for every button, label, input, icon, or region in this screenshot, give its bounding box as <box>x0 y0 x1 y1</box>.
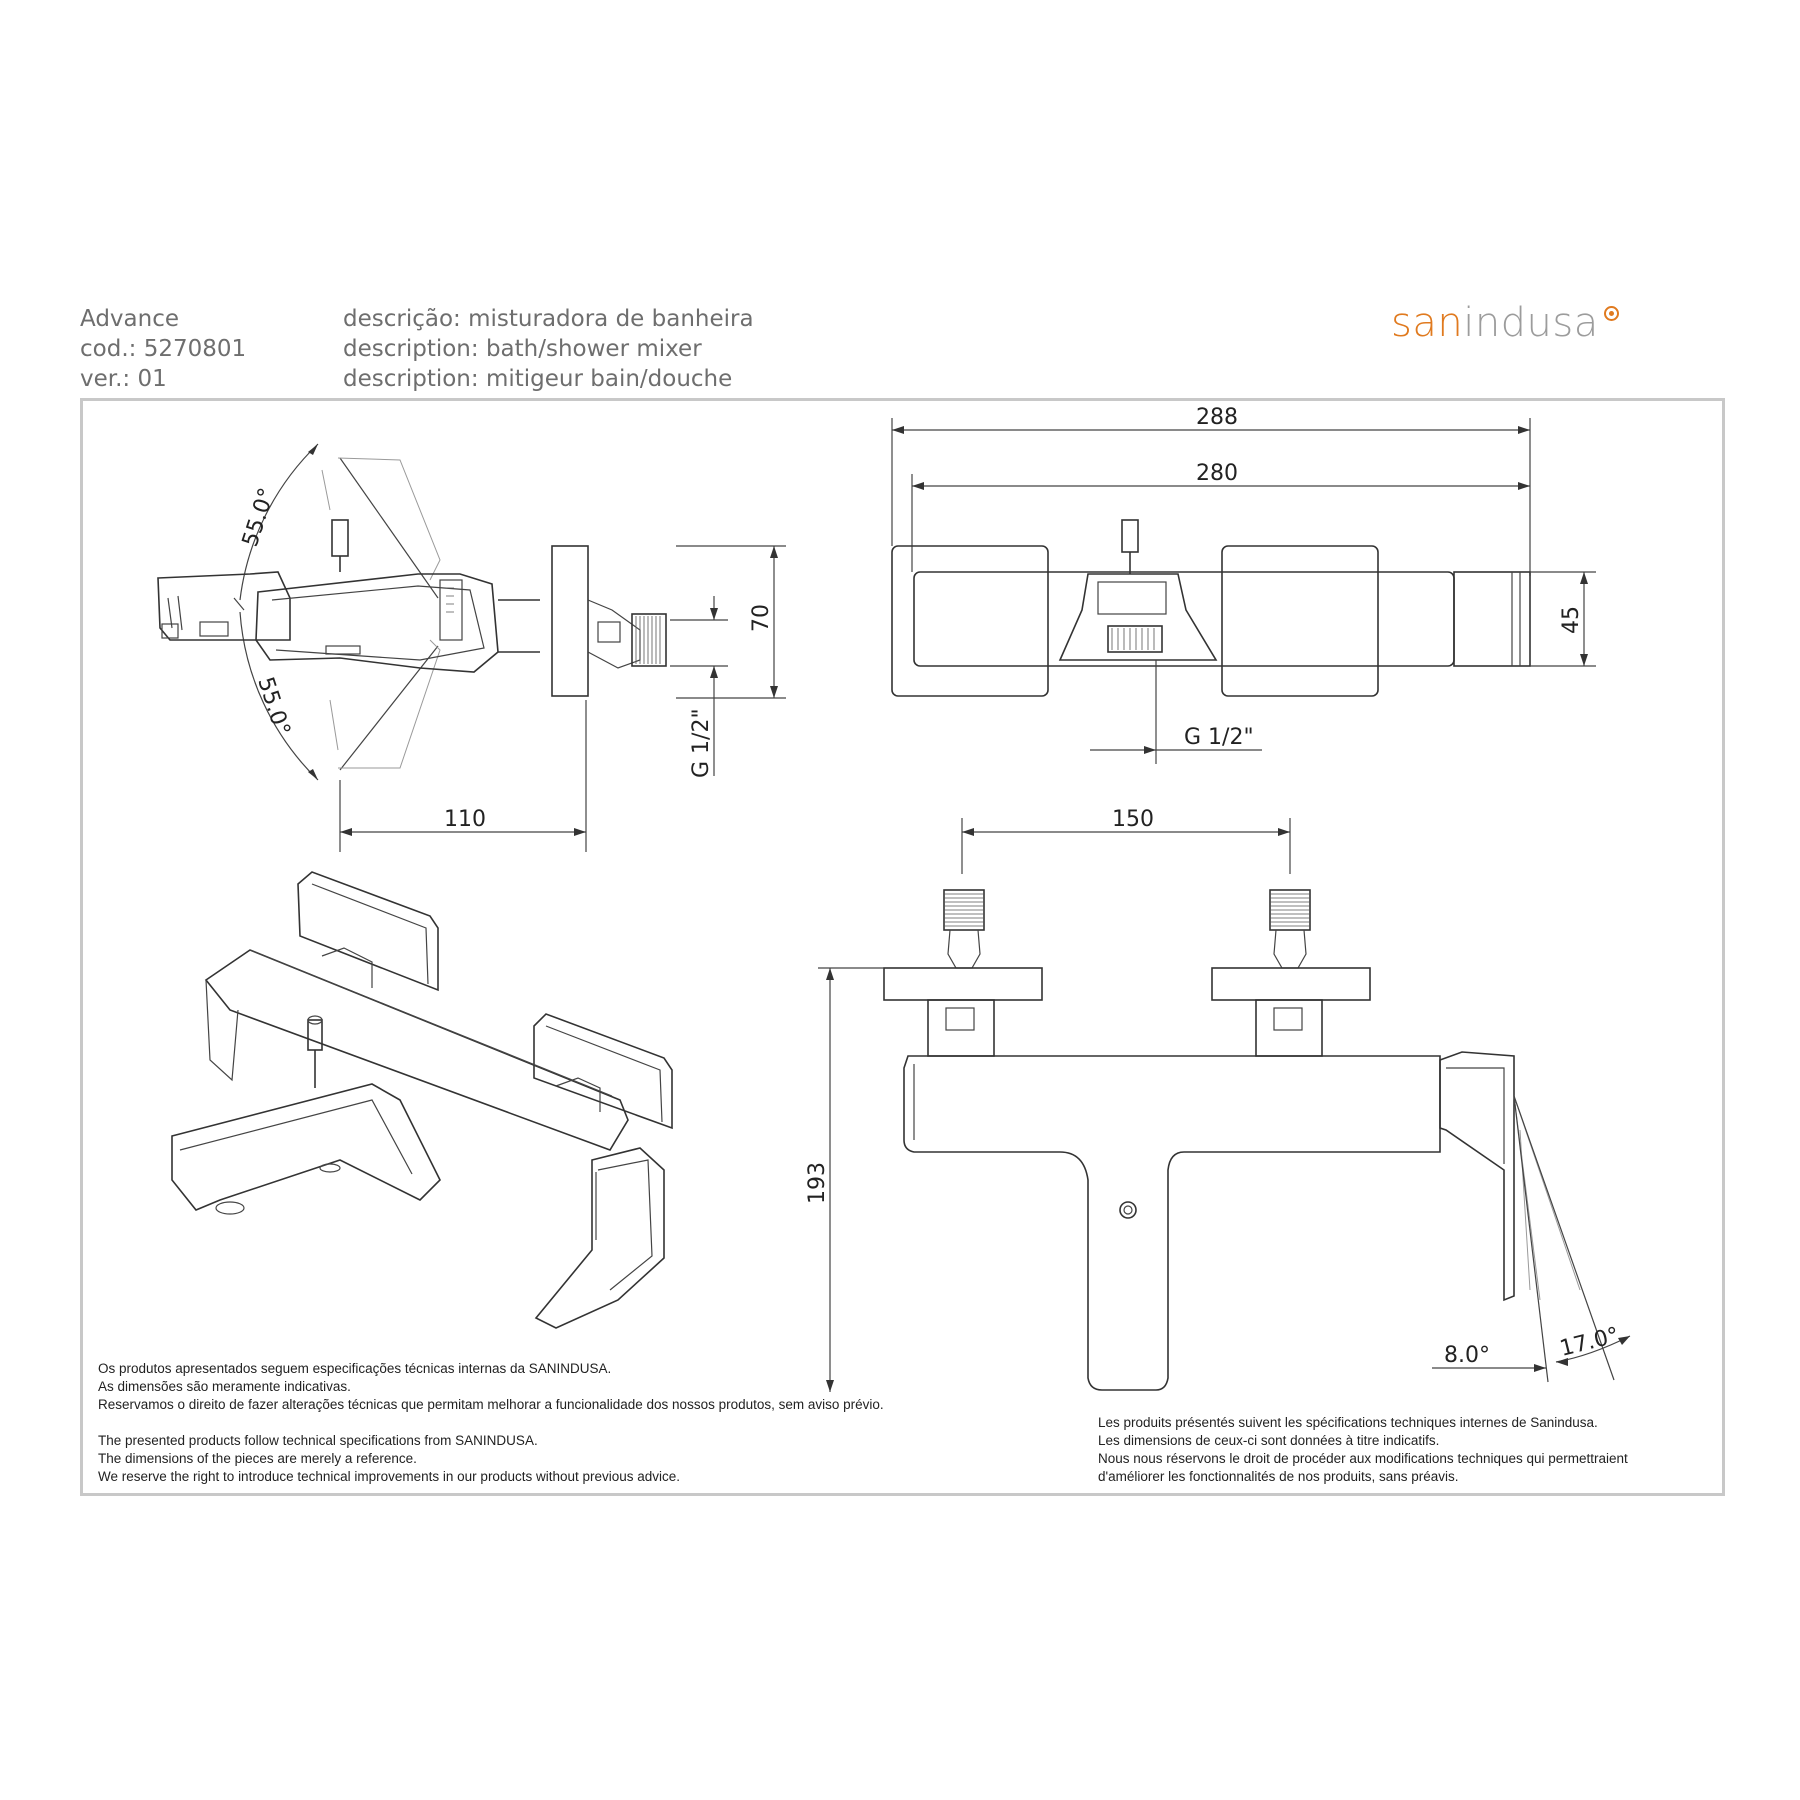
front-angle-a-label: 8.0° <box>1444 1343 1490 1368</box>
top-depth-label: 45 <box>1559 606 1584 634</box>
isometric-view <box>172 872 672 1328</box>
description-en-text: bath/shower mixer <box>485 336 702 362</box>
product-code: cod.: 5270801 <box>80 336 247 362</box>
note-fr-4: d'améliorer les fonctionnalités de nos produits, sans préavis. <box>1098 1469 1459 1484</box>
top-body-label: 280 <box>1196 461 1238 486</box>
notes-pt-en <box>98 1360 884 1486</box>
side-thread-connector <box>632 614 666 666</box>
top-cartridge <box>1454 572 1530 666</box>
top-view <box>892 418 1596 764</box>
logo-part-san: san <box>1391 300 1464 346</box>
description-fr-text: mitigeur bain/douche <box>485 366 733 392</box>
front-lever <box>1440 1052 1514 1300</box>
front-height-label: 193 <box>805 1162 830 1204</box>
front-inlet-right <box>1212 890 1370 1056</box>
top-thread-label: G 1/2" <box>1184 725 1254 750</box>
top-wall-plate-left <box>892 546 1048 696</box>
top-overall-label: 288 <box>1196 405 1238 430</box>
top-body <box>914 572 1454 666</box>
side-depth-label: 110 <box>444 807 486 832</box>
side-diverter-pin <box>332 520 348 556</box>
version: ver.: 01 <box>80 366 167 392</box>
front-angle-b-label: 17.0° <box>1557 1323 1622 1362</box>
description-en-label: description: <box>343 336 479 362</box>
side-thread-label: G 1/2" <box>689 708 714 778</box>
note-fr-3: Nous nous réservons le droit de procéder aux modifications techniques qui permettraient <box>1098 1451 1628 1466</box>
front-inlet-left <box>884 890 1042 1056</box>
top-diverter-pin <box>1122 520 1138 552</box>
note-pt-2: As dimensões são meramente indicativas. <box>98 1379 351 1394</box>
note-en-2: The dimensions of the pieces are merely a reference. <box>98 1451 417 1466</box>
note-en-1: The presented products follow technical specifications from SANINDUSA. <box>98 1433 538 1448</box>
side-angle-top-label: 55.0° <box>237 485 281 550</box>
note-fr-2: Les dimensions de ceux-ci sont données à titre indicatifs. <box>1098 1433 1440 1448</box>
iso-body <box>206 950 628 1150</box>
iso-wall-plate-right <box>534 1014 672 1128</box>
front-body <box>904 1056 1440 1390</box>
notes-fr <box>1098 1414 1628 1486</box>
side-wall-plate <box>552 546 588 696</box>
note-pt-3: Reservamos o direito de fazer alterações técnicas que permitam melhorar a funcionalidade dos nossos produtos, sem aviso prévio. <box>98 1397 884 1412</box>
iso-lever <box>536 1148 664 1328</box>
description-fr-label: description: <box>343 366 479 392</box>
description-pt-label: descrição: <box>343 306 461 332</box>
side-height-label: 70 <box>749 604 774 632</box>
description-pt-text: misturadora de banheira <box>468 306 754 332</box>
front-view <box>818 818 1630 1392</box>
logo-part-indusa: indusa <box>1463 300 1599 346</box>
front-centers-label: 150 <box>1112 807 1154 832</box>
note-pt-1: Os produtos apresentados seguem especificações técnicas internas da SANINDUSA. <box>98 1361 612 1376</box>
iso-spout <box>172 1084 440 1210</box>
top-wall-plate-right <box>1222 546 1378 696</box>
note-fr-1: Les produits présentés suivent les spécifications techniques internes de Sanindusa. <box>1098 1415 1598 1430</box>
top-center-outlet <box>1060 574 1216 660</box>
front-diverter-knob <box>1120 1202 1136 1218</box>
side-angle-bottom-label: 55.0° <box>252 674 295 739</box>
note-en-3: We reserve the right to introduce technical improvements in our products without previous advice. <box>98 1469 681 1484</box>
iso-wall-plate-left <box>298 872 438 990</box>
model-name: Advance <box>80 306 180 332</box>
